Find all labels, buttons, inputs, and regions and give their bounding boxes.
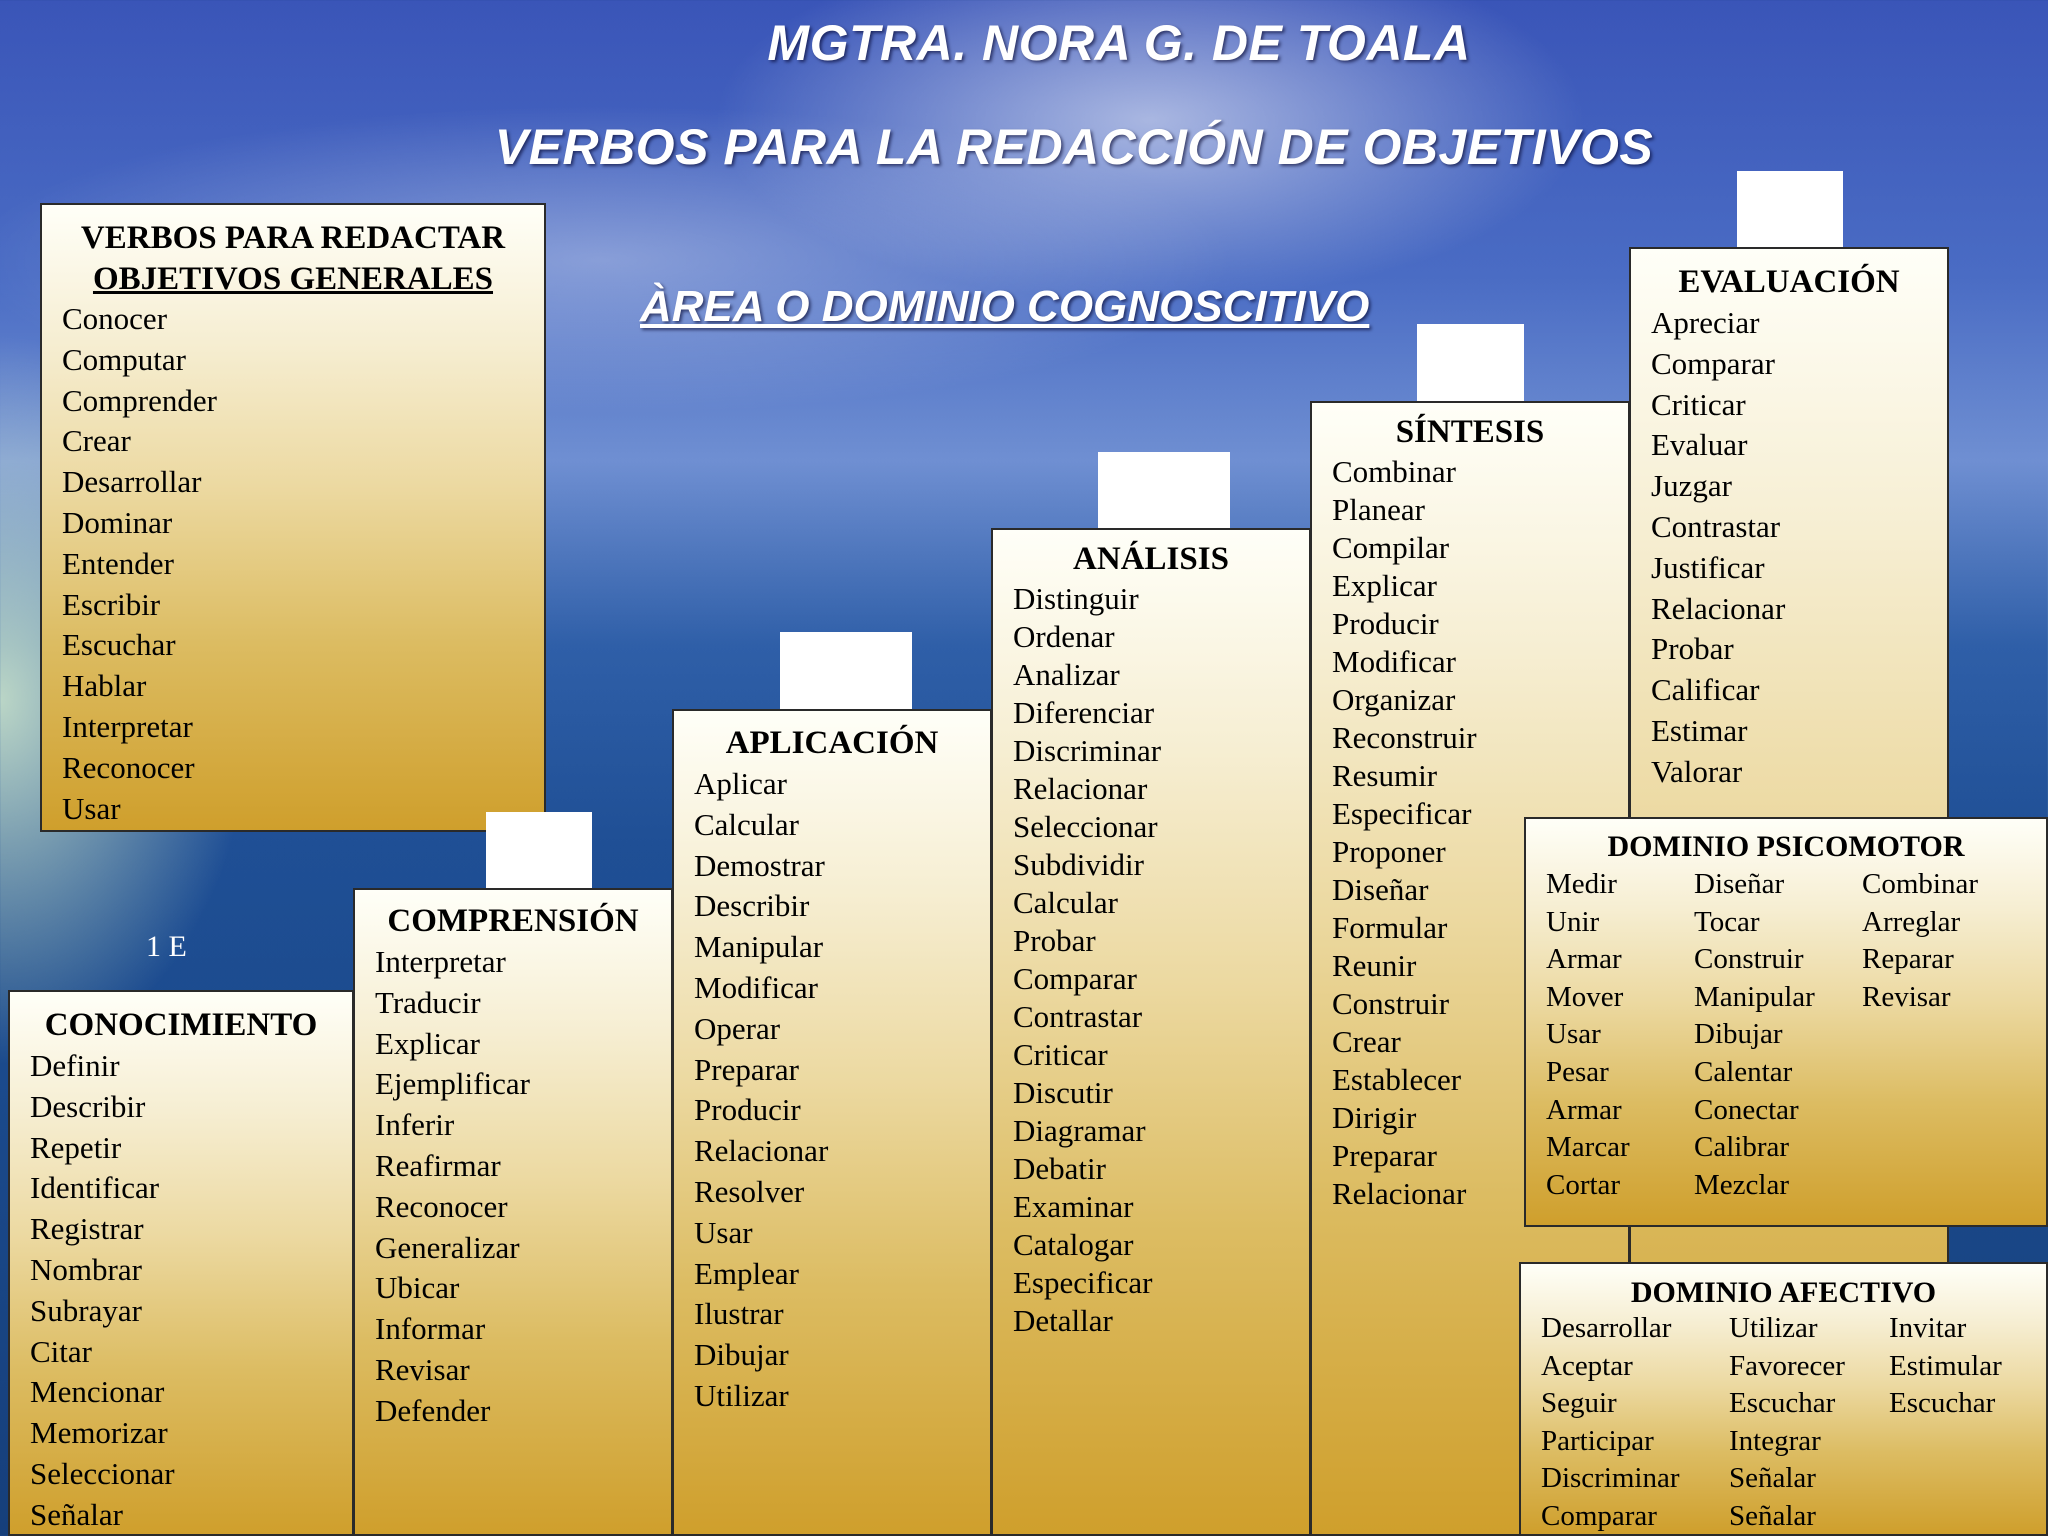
verb-item: Tocar — [1694, 905, 1760, 938]
verb-item: Justificar — [1651, 549, 1765, 585]
verb-item: Identificar — [30, 1170, 160, 1206]
verb-item: Hablar — [62, 668, 147, 704]
verb-item: Comparar — [1013, 961, 1137, 996]
verb-item: Detallar — [1013, 1303, 1113, 1338]
verb-item: Diagramar — [1013, 1113, 1146, 1148]
verb-item: Evaluar — [1651, 427, 1748, 463]
verb-item: Relacionar — [1651, 590, 1786, 626]
verb-item: Citar — [30, 1333, 92, 1369]
verb-item: Ubicar — [375, 1270, 460, 1306]
verb-item: Memorizar — [30, 1415, 168, 1451]
verb-item: Especificar — [1332, 796, 1472, 831]
verb-item: Aceptar — [1541, 1349, 1633, 1382]
verb-item: Escuchar — [1889, 1387, 1996, 1420]
verb-item: Reconocer — [375, 1188, 508, 1224]
verb-item: Compilar — [1332, 530, 1450, 565]
verb-item: Resolver — [694, 1173, 805, 1209]
verb-item: Calcular — [694, 806, 800, 842]
affective-columns — [1521, 1310, 2046, 1536]
comprehension-box — [353, 888, 673, 1536]
psychomotor-box — [1524, 817, 2048, 1227]
synthesis-title: SÍNTESIS — [1395, 414, 1545, 450]
verb-item: Informar — [375, 1311, 486, 1347]
verb-item: Organizar — [1332, 682, 1456, 717]
verb-item: Analizar — [1013, 657, 1120, 692]
verb-item: Escuchar — [1729, 1387, 1836, 1420]
verb-item: Escuchar — [62, 627, 176, 663]
verb-item: Calentar — [1694, 1055, 1793, 1088]
verb-item: Interpretar — [375, 944, 506, 979]
verb-item: Revisar — [375, 1351, 470, 1387]
verb-item: Comparar — [1541, 1499, 1657, 1532]
verb-item: Medir — [1546, 868, 1617, 900]
verb-item: Estimar — [1651, 712, 1748, 748]
verb-item: Contrastar — [1013, 999, 1143, 1034]
verb-item: Preparar — [1332, 1138, 1437, 1173]
verb-item: Seguir — [1541, 1387, 1617, 1420]
verb-item: Calificar — [1651, 672, 1760, 708]
verb-item: Discutir — [1013, 1075, 1113, 1110]
verb-item: Reunir — [1332, 948, 1417, 983]
verb-item: Usar — [1546, 1018, 1601, 1051]
verb-item: Combinar — [1332, 454, 1456, 489]
verb-item: Invitar — [1889, 1312, 1967, 1344]
verb-item: Señalar — [1729, 1499, 1816, 1532]
verb-item: Defender — [375, 1392, 491, 1428]
verb-item: Dibujar — [1694, 1018, 1783, 1051]
verb-item: Definir — [30, 1048, 120, 1083]
verb-item: Relacionar — [694, 1133, 829, 1169]
page-title: VERBOS PARA LA REDACCIÓN DE OBJETIVOS — [494, 119, 1654, 175]
verb-item: Emplear — [694, 1255, 800, 1291]
verb-item: Unir — [1546, 905, 1600, 938]
verb-item: Producir — [694, 1092, 801, 1128]
verb-item: Participar — [1541, 1424, 1654, 1457]
verb-item: Reconocer — [62, 749, 195, 785]
verb-item: Inferir — [375, 1107, 455, 1143]
general-objectives-box — [40, 203, 546, 832]
verb-item: Juzgar — [1651, 468, 1732, 504]
verb-item: Ordenar — [1013, 619, 1115, 654]
verb-item: Comprender — [62, 382, 217, 418]
psychomotor-column-2 — [1694, 866, 1862, 1204]
verb-item: Reafirmar — [375, 1147, 501, 1183]
verb-item: Integrar — [1729, 1424, 1821, 1457]
verb-item: Señalar — [30, 1496, 123, 1532]
verb-item: Nombrar — [30, 1251, 142, 1287]
verb-item: Manipular — [694, 929, 824, 965]
analysis-list — [993, 580, 1309, 1340]
verb-item: Utilizar — [1729, 1312, 1818, 1344]
verb-item: Describir — [30, 1088, 146, 1124]
verb-item: Revisar — [1862, 980, 1951, 1013]
comprehension-step-tab — [486, 812, 592, 889]
verb-item: Repetir — [30, 1129, 122, 1165]
verb-item: Armar — [1546, 943, 1622, 976]
affective-box — [1519, 1262, 2048, 1536]
verb-item: Combinar — [1862, 868, 1978, 900]
psychomotor-columns — [1526, 866, 2046, 1204]
verb-item: Resumir — [1332, 758, 1438, 793]
verb-item: Estimular — [1889, 1349, 2002, 1382]
psychomotor-column-1 — [1546, 866, 1694, 1204]
verb-item: Dibujar — [694, 1337, 789, 1373]
verb-item: Debatir — [1013, 1151, 1106, 1186]
verb-item: Utilizar — [694, 1377, 789, 1413]
verb-item: Diseñar — [1694, 868, 1785, 900]
verb-item: Reparar — [1862, 943, 1954, 976]
verb-item: Proponer — [1332, 834, 1446, 869]
verb-item: Diseñar — [1332, 872, 1429, 907]
evaluation-title: EVALUACIÓN — [1678, 264, 1900, 300]
verb-item: Subrayar — [30, 1292, 142, 1328]
verb-item: Formular — [1332, 910, 1448, 945]
verb-item: Planear — [1332, 492, 1425, 527]
general-objectives-list — [42, 299, 544, 829]
author-heading: MGTRA. NORA G. DE TOALA — [767, 15, 1471, 71]
verb-item: Valorar — [1651, 753, 1743, 789]
verb-item: Traducir — [375, 984, 481, 1020]
verb-item: Describir — [694, 888, 810, 924]
knowledge-list — [10, 1046, 352, 1536]
verb-item: Crear — [1332, 1024, 1401, 1059]
verb-item: Desarrollar — [62, 464, 202, 500]
verb-item: Relacionar — [1332, 1176, 1467, 1211]
general-objectives-title-line2: OBJETIVOS GENERALES — [92, 261, 494, 297]
comprehension-title: COMPRENSIÓN — [387, 903, 639, 939]
verb-item: Modificar — [694, 969, 818, 1005]
verb-item: Probar — [1651, 631, 1734, 667]
application-title: APLICACIÓN — [725, 725, 939, 761]
knowledge-box — [8, 990, 354, 1536]
verb-item: Examinar — [1013, 1189, 1134, 1224]
verb-item: Demostrar — [694, 847, 825, 883]
verb-item: Ilustrar — [694, 1296, 784, 1332]
verb-item: Distinguir — [1013, 581, 1139, 616]
verb-item: Construir — [1694, 943, 1804, 976]
verb-item: Explicar — [375, 1025, 481, 1061]
domain-heading: ÀREA O DOMINIO COGNOSCITIVO — [640, 282, 1370, 331]
affective-column-2 — [1729, 1310, 1889, 1536]
verb-item: Apreciar — [1651, 305, 1760, 340]
verb-item: Calibrar — [1694, 1131, 1790, 1164]
affective-column-3 — [1889, 1310, 2002, 1536]
affective-column-1 — [1541, 1310, 1729, 1536]
verb-item: Favorecer — [1729, 1349, 1845, 1382]
verb-item: Marcar — [1546, 1131, 1630, 1164]
verb-item: Comparar — [1651, 345, 1775, 381]
verb-item: Manipular — [1694, 980, 1815, 1013]
verb-item: Dominar — [62, 504, 173, 540]
verb-item: Mencionar — [30, 1374, 165, 1410]
analysis-step-tab — [1098, 452, 1230, 529]
verb-item: Criticar — [1013, 1037, 1108, 1072]
psychomotor-column-3 — [1862, 866, 1978, 1204]
verb-item: Mezclar — [1694, 1168, 1789, 1201]
general-objectives-title-line1: VERBOS PARA REDACTAR — [80, 220, 506, 256]
analysis-box — [991, 528, 1311, 1536]
page-label: 1 E — [146, 930, 187, 963]
verb-item: Pesar — [1546, 1055, 1609, 1088]
verb-item: Contrastar — [1651, 508, 1781, 544]
verb-item: Probar — [1013, 923, 1096, 958]
verb-item: Operar — [694, 1010, 781, 1046]
verb-item: Dirigir — [1332, 1100, 1417, 1135]
verb-item: Aplicar — [694, 766, 787, 801]
verb-item: Ejemplificar — [375, 1066, 530, 1102]
evaluation-list — [1631, 303, 1947, 793]
verb-item: Generalizar — [375, 1229, 520, 1265]
verb-item: Diferenciar — [1013, 695, 1155, 730]
verb-item: Seleccionar — [30, 1455, 175, 1491]
analysis-title: ANÁLISIS — [1073, 541, 1229, 577]
verb-item: Entender — [62, 545, 174, 581]
evaluation-step-tab — [1737, 171, 1843, 248]
verb-item: Crear — [62, 423, 131, 459]
verb-item: Producir — [1332, 606, 1439, 641]
verb-item: Conocer — [62, 301, 168, 336]
general-objectives-title — [42, 218, 544, 300]
verb-item: Cortar — [1546, 1168, 1621, 1201]
verb-item: Computar — [62, 341, 186, 377]
verb-item: Construir — [1332, 986, 1450, 1021]
application-box — [672, 709, 992, 1536]
verb-item: Explicar — [1332, 568, 1438, 603]
verb-item: Discriminar — [1013, 733, 1162, 768]
verb-item: Subdividir — [1013, 847, 1144, 882]
application-step-tab — [780, 632, 912, 710]
verb-item: Calcular — [1013, 885, 1119, 920]
verb-item: Relacionar — [1013, 771, 1148, 806]
verb-item: Reconstruir — [1332, 720, 1477, 755]
verb-item: Seleccionar — [1013, 809, 1158, 844]
psychomotor-title: DOMINIO PSICOMOTOR — [1607, 830, 1965, 863]
verb-item: Desarrollar — [1541, 1312, 1672, 1344]
application-list — [674, 764, 990, 1417]
comprehension-list — [355, 942, 671, 1432]
verb-item: Señalar — [1729, 1462, 1816, 1495]
verb-item: Usar — [694, 1214, 753, 1250]
verb-item: Especificar — [1013, 1265, 1153, 1300]
verb-item: Preparar — [694, 1051, 799, 1087]
verb-item: Catalogar — [1013, 1227, 1134, 1262]
verb-item: Discriminar — [1541, 1462, 1680, 1495]
verb-item: Armar — [1546, 1093, 1622, 1126]
verb-item: Registrar — [30, 1211, 144, 1247]
verb-item: Establecer — [1332, 1062, 1462, 1097]
verb-item: Usar — [62, 790, 121, 826]
synthesis-step-tab — [1417, 324, 1524, 402]
affective-title: DOMINIO AFECTIVO — [1630, 1276, 1937, 1309]
knowledge-title: CONOCIMIENTO — [44, 1007, 318, 1043]
verb-item: Interpretar — [62, 708, 193, 744]
verb-item: Criticar — [1651, 386, 1746, 422]
verb-item: Arreglar — [1862, 905, 1961, 938]
verb-item: Mover — [1546, 980, 1624, 1013]
verb-item: Modificar — [1332, 644, 1456, 679]
verb-item: Conectar — [1694, 1093, 1799, 1126]
verb-item: Escribir — [62, 586, 161, 622]
